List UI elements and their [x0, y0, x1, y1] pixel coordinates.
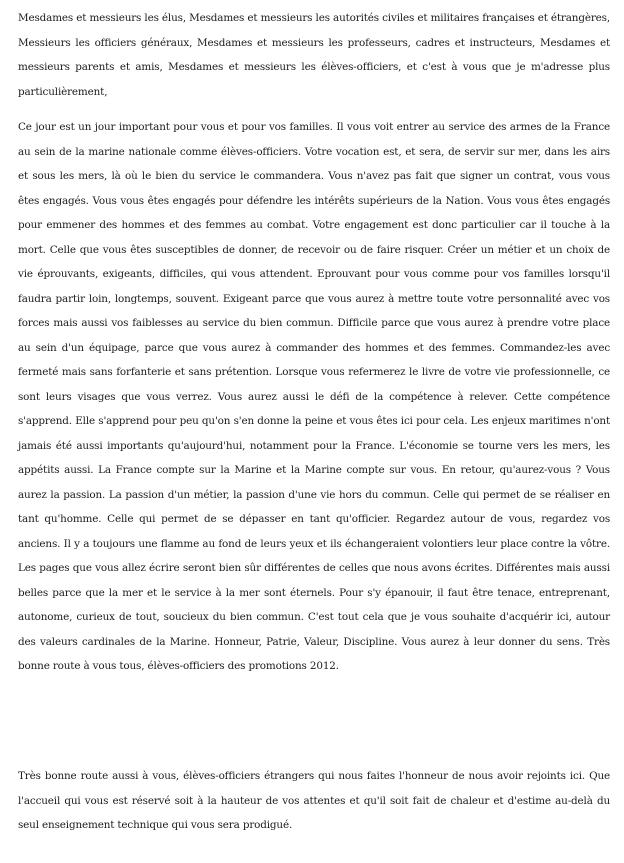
paragraph-main-speech: Ce jour est un jour important pour vous et pour vos familles. Il vous voit entrer au service des armes de la France au sein de la marine nationale comme élèves-officiers. Votre vocation est, et sera, de servir sur mer, dans les airs et sous les mers, là où le bien du service le commandera. Vous n'avez pas fait que signer un contrat, vous vous êtes engagés. Vous vous êtes engagés pour défendre les intérêts supérieurs de la Nation. Vous vous êtes engagés pour emmener des hommes et des femmes au combat. Votre engagement est donc particulier car il touche à la mort. Celle que vous êtes susceptibles de donner, de recevoir ou de faire risquer. Créer un métier et un choix de vie éprouvants, exigeants, difficiles, qui vous attendent. Eprouvant pour vous comme pour vos familles lorsqu'il faudra partir loin, longtemps, souvent. Exigeant parce que vous aurez à mettre toute votre personnalité avec vos forces mais aussi vos faiblesses au service du bien commun. Difficile parce que vous aurez à prendre votre place au sein d'un équipage, parce que vous aurez à commander des hommes et des femmes. Commandez-les avec fermeté mais sans forfanterie et sans prétention. Lorsque vous refermerez le livre de votre vie professionnelle, ce sont leurs visages que vous verrez. Vous aurez aussi le défi de la compétence à relever. Cette compétence s'apprend. Elle s'apprend pour peu qu'on s'en donne la peine et vous êtes ici pour cela. Les enjeux maritimes n'ont jamais été aussi importants qu'aujourd'hui, notamment pour la France. L'économie se tourne vers les mers, les appétits aussi. La France compte sur la Marine et la Marine compte sur vous. En retour, qu'aurez-vous ? Vous aurez la passion. La passion d'un métier, la passion d'une vie hors du commun. Celle qui permet de se réaliser en tant qu'homme. Celle qui permet de se dépasser en tant qu'officier. Regardez autour de vous, regardez vos anciens. Il y a toujours une flamme au fond de leurs yeux et ils échangeraient volontiers leur place contre la vôtre. Les pages que vous allez écrire seront bien sûr différentes de celles que nous avons écrites. Différentes mais aussi belles parce que la mer et le service à la mer sont éternels. Pour s'y épanouir, il faut être tenace, entreprenant, autonome, curieux de tout, soucieux du bien commun. C'est tout cela que je vous souhaite d'acquérir ici, autour des valeurs cardinales de la Marine. Honneur, Patrie, Valeur, Discipline. Vous aurez à leur donner du sens. Très bonne route à vous tous, élèves-officiers des promotions 2012. — [18, 121, 610, 672]
paragraph-salutation: Mesdames et messieurs les élus, Mesdames et messieurs les autorités civiles et militaires françaises et étrangères, Messieurs les officiers généraux, Mesdames et messieurs les professeurs, cadres et instructeurs, Mesdames et messieurs parents et amis, Mesdames et messieurs les élèves-officiers, et c'est à vous que je m'adresse plus particulièrement, — [18, 12, 610, 98]
paragraph-foreign-officers: Très bonne route aussi à vous, élèves-officiers étrangers qui nous faites l'honneur de nous avoir rejoints ici. Que l'accueil qui vous est réservé soit à la hauteur de vos attentes et qu'il soit fait de chaleur et d'estime au-delà du seul enseignement technique qui vous sera prodigué. — [18, 770, 610, 831]
